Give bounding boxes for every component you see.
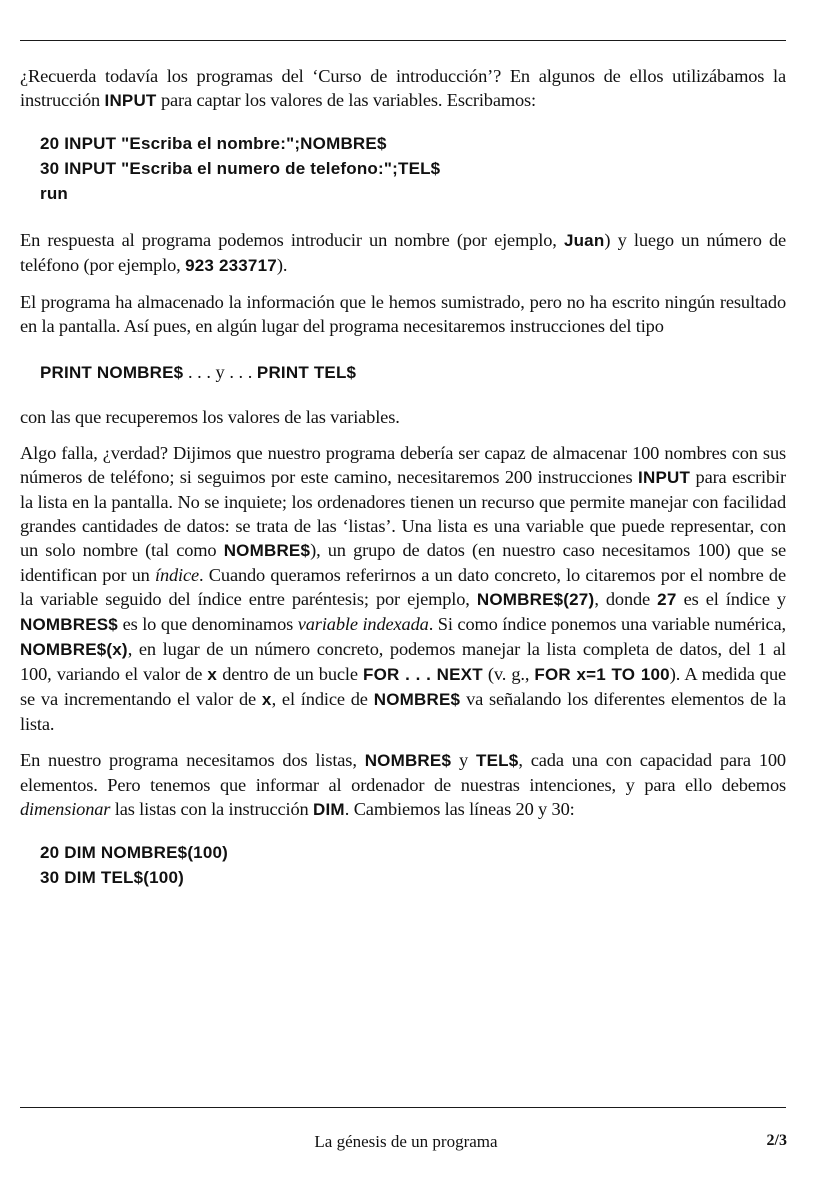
code-block-input <box>40 131 786 206</box>
code-keyword: FOR x=1 TO 100 <box>534 665 670 684</box>
code-line: 30 DIM TEL$(100) <box>40 868 184 887</box>
text: para escribir la lista en la pantalla. No se inquiete; los ordenadores tienen un recurso que permite manejar con facilidad grandes cantidades de datos: se trata de las ‘listas’. Una lista es una variable que puede representar, con un solo nombre (tal como <box>20 467 786 560</box>
text: En nuestro programa necesitamos dos listas, <box>20 750 365 770</box>
italic-term: variable indexada <box>297 614 429 634</box>
paragraph-lists <box>20 441 786 736</box>
text: va señalando los diferentes elementos de la lista. <box>20 689 787 734</box>
code-block-dim <box>40 840 786 890</box>
italic-term: índice <box>155 565 200 585</box>
code-keyword: NOMBRE$ <box>373 690 461 709</box>
code-line: 30 INPUT "Escriba el numero de telefono:";TEL$ <box>40 159 441 178</box>
paragraph-storage <box>20 290 786 338</box>
text: , cada una con capacidad para 100 elementos. Pero tenemos que informar al ordenador de nuestras intenciones, y para ello debemos <box>20 750 786 795</box>
print-instructions-line <box>40 360 786 385</box>
paragraph-recover <box>20 405 786 429</box>
text: ). A medida que se va incrementando el valor de <box>20 664 787 709</box>
text: es lo que denominamos <box>117 614 298 634</box>
code-line: run <box>40 184 68 203</box>
text: con las que recuperemos los valores de las variables. <box>20 407 400 427</box>
code-keyword: 923 233717 <box>185 256 277 275</box>
paragraph-response <box>20 228 786 278</box>
code-keyword: Juan <box>563 231 605 250</box>
code-keyword: INPUT <box>104 91 157 110</box>
code-keyword: x <box>261 690 272 709</box>
code-keyword: INPUT <box>638 468 691 487</box>
code-keyword: PRINT NOMBRE$ <box>40 363 184 382</box>
code-keyword: PRINT TEL$ <box>256 363 357 382</box>
text: es el índice y <box>676 589 786 609</box>
code-keyword: NOMBRE$ <box>223 541 311 560</box>
bottom-rule <box>20 1107 786 1108</box>
code-line: 20 INPUT "Escriba el nombre:";NOMBRE$ <box>40 134 387 153</box>
text: las listas con la instrucción <box>110 799 314 819</box>
text: Algo falla, ¿verdad? Dijimos que nuestro programa debería ser capaz de almacenar 100 nombres con sus números de teléfono; si seguimos por este camino, necesitaremos 200 instrucciones <box>20 443 786 487</box>
text: dentro de un bucle <box>217 664 364 684</box>
text: El programa ha almacenado la información que le hemos sumistrado, pero no ha escrito ningún resultado en la pantalla. Así pues, en algún lugar del programa necesitaremos instrucciones del tipo <box>20 292 786 336</box>
paragraph-dimension <box>20 748 786 822</box>
code-keyword: NOMBRE$(x) <box>20 640 128 659</box>
paragraph-intro <box>20 64 786 113</box>
text: y <box>451 750 476 770</box>
code-keyword: NOMBRE$(27) <box>476 590 595 609</box>
italic-term: dimensionar <box>20 799 111 819</box>
top-rule <box>20 40 786 41</box>
text: En respuesta al programa podemos introducir un nombre (por ejemplo, <box>20 230 564 250</box>
code-keyword: 27 <box>657 590 677 609</box>
text: para captar los valores de las variables. Escribamos: <box>156 90 537 110</box>
text: . Cuando queramos referirnos a un dato concreto, lo citaremos por el nombre de la variable seguido del índice entre paréntesis; por ejemplo, <box>20 565 786 609</box>
text: . Si como índice ponemos una variable numérica, <box>428 614 786 634</box>
text: ). <box>276 255 288 275</box>
text: . . . y . . . <box>183 362 257 382</box>
code-keyword: FOR . . . NEXT <box>363 665 483 684</box>
text: ¿Recuerda todavía los programas del ‘Curso de introducción’? En algunos de ellos utilizábamos la instrucción <box>20 66 786 110</box>
text: , donde <box>594 589 658 609</box>
text: . Cambiemos las líneas 20 y 30: <box>344 799 575 819</box>
code-keyword: DIM <box>313 800 345 819</box>
code-keyword: NOMBRES$ <box>20 615 118 634</box>
footer-title: La génesis de un programa <box>314 1132 498 1151</box>
text: ), un grupo de datos (en nuestro caso necesitamos 100) que se identifican por un <box>20 540 787 585</box>
text: (v. g., <box>482 664 535 684</box>
page-number: 2/3 <box>766 1132 787 1149</box>
code-keyword: NOMBRE$ <box>364 751 452 770</box>
text: , el índice de <box>271 689 374 709</box>
text: ) y luego un número de teléfono (por ejemplo, <box>20 230 787 275</box>
code-keyword: TEL$ <box>476 751 519 770</box>
page-body <box>20 64 786 912</box>
code-keyword: x <box>207 665 218 684</box>
code-line: 20 DIM NOMBRE$(100) <box>40 843 229 862</box>
text: , en lugar de un número concreto, podemos manejar la lista completa de datos, del 1 al 100, variando el valor de <box>20 639 786 684</box>
